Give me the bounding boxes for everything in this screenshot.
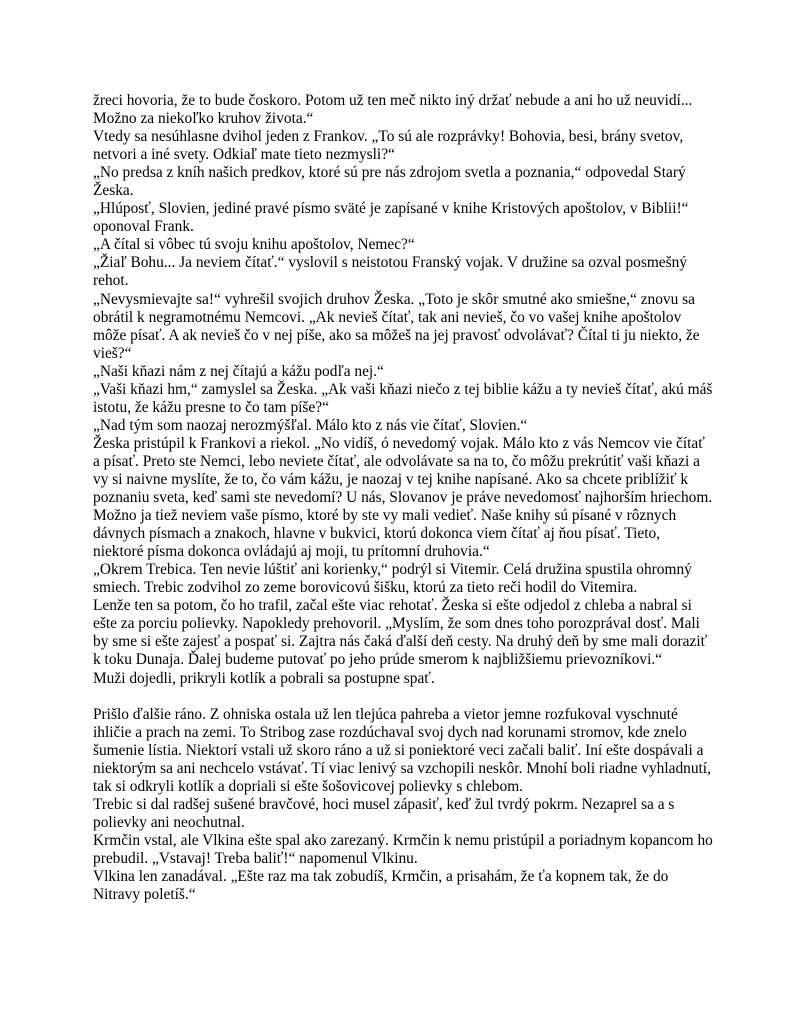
- paragraph: „No predsa z kníh našich predkov, ktoré sú pre nás zdrojom svetla a poznania,“ odpovedal Starý Žeska.: [93, 164, 686, 200]
- paragraph: „A čítal si vôbec tú svoju knihu apoštolov, Nemec?“: [93, 236, 415, 254]
- paragraph: Prišlo ďalšie ráno. Z ohniska ostala už len tlejúca pahreba a vietor jemne rozfukoval vyschnuté ihličie a prach na zemi. To Stribog zase rozdúchaval svoj dych nad korunami stromov, kde znelo šumenie lístia. Niektorí vstali už skoro ráno a už si poniektoré veci začali baliť. Iní ešte dospávali a niektorým sa ani nechcelo vstávať. Tí viac lenivý sa vzchopili neskôr. Mnohí boli riadne vyhladnutí, tak si odkryli kotlík a dopriali si ešte šošovicovej polievky s chlebom.: [93, 705, 711, 795]
- paragraph: Lenže ten sa potom, čo ho trafil, začal ešte viac rehotať. Žeska si ešte odjedol z chleba a nabral si ešte za porciu polievky. Napokledy prehovoril. „Myslím, že som dnes toho porozprával dosť. Mali by sme si ešte zajesť a pospať si. Zajtra nás čaká ďalší deň cesty. Na druhý deň by sme mali doraziť k toku Dunaja. Ďalej budeme putovať po jeho prúde smerom k najbližšiemu prievozníkovi.“: [93, 597, 708, 669]
- paragraph: žreci hovoria, že to bude čoskoro. Potom už ten meč nikto iný držať nebude a ani ho už neuvidí... Možno za niekoľko kruhov života.“: [93, 92, 693, 128]
- paragraph: „Žiaľ Bohu... Ja neviem čítať.“ vyslovil s neistotou Franský vojak. V družine sa ozval posmešný rehot.: [93, 254, 688, 290]
- paragraph: „Okrem Trebica. Ten nevie lúštiť ani korienky,“ podrýl si Vitemir. Celá družina spustila ohromný smiech. Trebic zodvihol zo zeme borovicovú šišku, ktorú za tieto reči hodil do Vitemira.: [93, 561, 692, 597]
- paragraph: Krmčin vstal, ale Vlkina ešte spal ako zarezaný. Krmčin k nemu pristúpil a poriadnym kopancom ho prebudil. „Vstavaj! Treba baliť!“ napomenul Vlkinu.: [93, 831, 713, 867]
- paragraph: „Hlúposť, Slovien, jediné pravé písmo sväté je zapísané v knihe Kristových apoštolov, v Biblii!“ oponoval Frank.: [93, 200, 689, 236]
- paragraph: Vlkina len zanadával. „Ešte raz ma tak zobudíš, Krmčin, a prisahám, že ťa kopnem tak, že do Nitravy poletíš.“: [93, 868, 669, 904]
- blank-line: [93, 688, 713, 706]
- paragraph: Muži dojedli, prikryli kotlík a pobrali sa postupne spať.: [93, 669, 435, 687]
- paragraph: „Nad tým som naozaj nerozmýšľal. Málo kto z nás vie čítať, Slovien.“: [93, 416, 528, 434]
- document-page: [93, 92, 713, 904]
- paragraph: „Naši kňazi nám z nej čítajú a kážu podľa nej.“: [93, 362, 384, 380]
- paragraph: Žeska pristúpil k Frankovi a riekol. „No vidíš, ó nevedomý vojak. Málo kto z vás Nemcov vie čítať a písať. Preto ste Nemci, lebo neviete čítať, ale odvolávate sa na to, čo môžu prekrútiť vaši kňazi a vy si naivne myslíte, že to, čo vám kážu, je naozaj v tej knihe napísané. Ako sa chcete priblížiť k poznaniu sveta, keď sami ste nevedomí? U nás, Slovanov je práve nevedomosť najhorším hriechom. Možno ja tiež neviem vaše písmo, ktoré by ste vy mali vedieť. Naše knihy sú písané v rôznych dávnych písmach a znakoch, hlavne v bukvici, ktorú dokonca viem čítať aj ňou písať. Tieto, niektoré písma dokonca ovládajú aj moji, tu prítomní druhovia.“: [93, 434, 713, 561]
- paragraph: Trebic si dal radšej sušené bravčové, hoci musel zápasiť, keď žul tvrdý pokrm. Nezaprel sa a s polievky ani neochutnal.: [93, 795, 675, 831]
- paragraph: „Nevysmievajte sa!“ vyhrešil svojich druhov Žeska. „Toto je skôr smutné ako smiešne,“ znovu sa obrátil k negramotnému Nemcovi. „Ak nevieš čítať, tak ani nevieš, čo vo vašej knihe apoštolov môže písať. A ak nevieš čo v nej píše, ako sa môžeš na jej pravosť odvolávať? Čítal ti ju niekto, že vieš?“: [93, 290, 700, 362]
- paragraph: Vtedy sa nesúhlasne dvihol jeden z Frankov. „To sú ale rozprávky! Bohovia, besi, brány svetov, netvori a iné svety. Odkiaľ mate tieto nezmysli?“: [93, 128, 684, 164]
- paragraph: „Vaši kňazi hm,“ zamyslel sa Žeska. „Ak vaši kňazi niečo z tej biblie kážu a ty nevieš čítať, akú máš istotu, že kážu presne to čo tam píše?“: [93, 380, 713, 416]
